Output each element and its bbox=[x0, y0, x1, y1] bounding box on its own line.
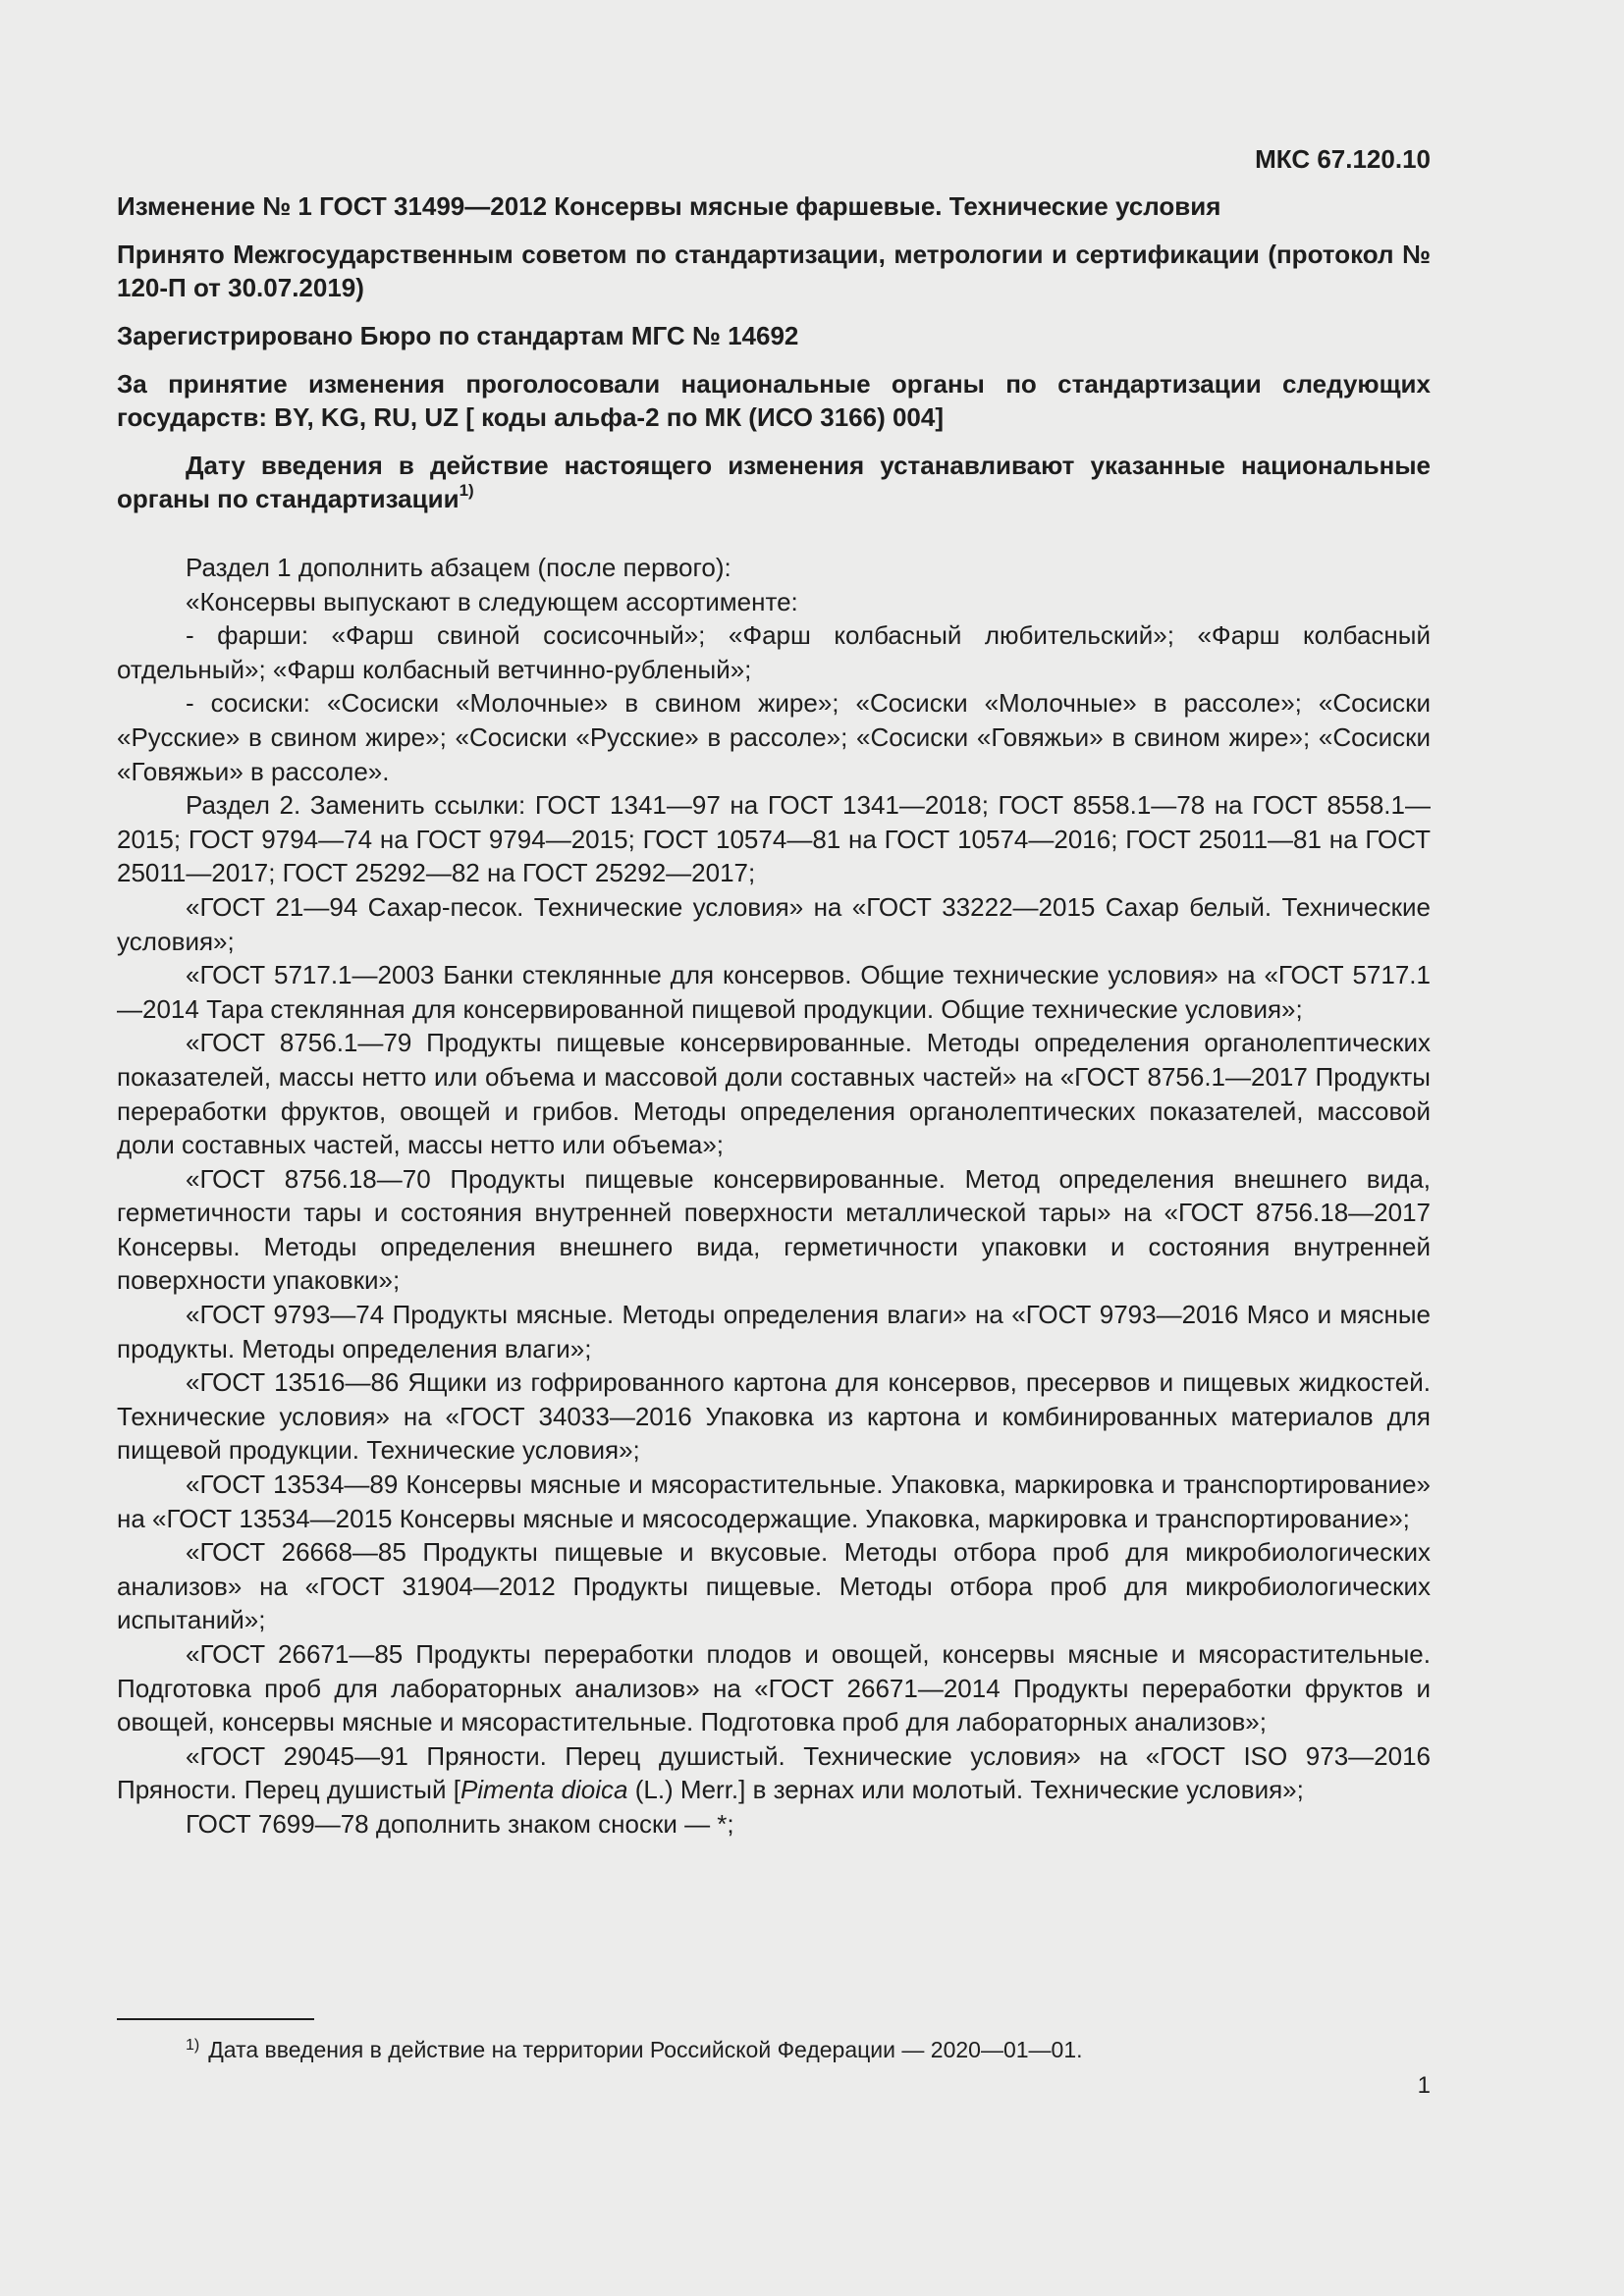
registration-note: Зарегистрировано Бюро по стандартам МГС № 14692 bbox=[117, 321, 799, 350]
body-paragraph: «ГОСТ 26671—85 Продукты переработки плодов и овощей, консервы мясные и мясорастительные. Подготовка проб для лабораторных анализов» на «ГОСТ 26671—2014 Продукты переработки фруктов и овощей, консервы мясные и мясорастительные. Подготовка проб для лабораторных анализов»; bbox=[117, 1639, 1431, 1737]
body-paragraph: «ГОСТ 8756.18—70 Продукты пищевые консервированные. Метод определения внешнего вида, герметичности тары и состояния внутренней поверхности металлической тары» на «ГОСТ 8756.18—2017 Консервы. Методы определения внешнего вида, герметичности упаковки и состояния внутренней поверхности упаковки»; bbox=[117, 1163, 1431, 1296]
body-paragraph: - фарши: «Фарш свиной сосисочный»; «Фарш колбасный любительский»; «Фарш колбасный отдельный»; «Фарш колбасный ветчинно-рубленый»; bbox=[117, 620, 1431, 684]
body-paragraph: ГОСТ 7699—78 дополнить знаком сноски — *; bbox=[186, 1808, 734, 1839]
body-paragraph: «ГОСТ 29045—91 Пряности. Перец душистый. Технические условия» на «ГОСТ ISO 973—2016 Пряности. Перец душистый [Pimenta dioica (L.) Merr.] в зернах или молотый. Технические условия»; bbox=[117, 1740, 1431, 1805]
voting-note: За принятие изменения проголосовали национальные органы по стандартизации следующих государств: BY, KG, RU, UZ [ коды альфа-2 по МК (ИСО 3166) 004] bbox=[117, 369, 1431, 432]
body-paragraph: «ГОСТ 13534—89 Консервы мясные и мясорастительные. Упаковка, маркировка и транспортирование» на «ГОСТ 13534—2015 Консервы мясные и мясосодержащие. Упаковка, маркировка и транспортирование»; bbox=[117, 1469, 1431, 1533]
document-content bbox=[117, 142, 1431, 1842]
effective-date-note bbox=[117, 449, 1431, 515]
footnote bbox=[186, 2031, 1083, 2064]
body-paragraph: «ГОСТ 8756.1—79 Продукты пищевые консервированные. Методы определения органолептических показателей, массы нетто или объема и массовой доли составных частей» на «ГОСТ 8756.1—2017 Продукты переработки фруктов, овощей и грибов. Методы определения органолептических показателей, массовой доли составных частей, массы нетто или объема»; bbox=[117, 1028, 1431, 1160]
footnote-divider bbox=[117, 2018, 314, 2020]
body-paragraph: «ГОСТ 21—94 Сахар-песок. Технические условия» на «ГОСТ 33222—2015 Сахар белый. Технические условия»; bbox=[117, 891, 1431, 956]
body-paragraph: «ГОСТ 9793—74 Продукты мясные. Методы определения влаги» на «ГОСТ 9793—2016 Мясо и мясные продукты. Методы определения влаги»; bbox=[117, 1300, 1431, 1363]
body-paragraph: «ГОСТ 13516—86 Ящики из гофрированного картона для консервов, пресервов и пищевых жидкостей. Технические условия» на «ГОСТ 34033—2016 Упаковка из картона и комбинированных материалов для пищевой продукции. Технические условия»; bbox=[117, 1367, 1431, 1466]
effective-date-text: Дату введения в действие настоящего изменения устанавливают указанные национальные органы по стандартизации bbox=[117, 451, 1431, 513]
body-paragraph: «Консервы выпускают в следующем ассортименте: bbox=[186, 586, 798, 616]
body-paragraph: «ГОСТ 26668—85 Продукты пищевые и вкусовые. Методы отбора проб для микробиологических анализов» на «ГОСТ 31904—2012 Продукты пищевые. Методы отбора проб для микробиологических испытаний»; bbox=[117, 1537, 1431, 1635]
footnote-mark: 1) bbox=[186, 2037, 200, 2054]
body-paragraph: «ГОСТ 5717.1—2003 Банки стеклянные для консервов. Общие технические условия» на «ГОСТ 5717.1—2014 Тара стеклянная для консервированной пищевой продукции. Общие технические условия»; bbox=[117, 960, 1431, 1024]
amendment-body bbox=[117, 551, 1431, 1842]
amendment-title: Изменение № 1 ГОСТ 31499—2012 Консервы мясные фаршевые. Технические условия bbox=[117, 191, 1221, 221]
footnote-reference: 1) bbox=[459, 481, 474, 500]
body-paragraph: Раздел 2. Заменить ссылки: ГОСТ 1341—97 на ГОСТ 1341—2018; ГОСТ 8558.1—78 на ГОСТ 8558.1—2015; ГОСТ 9794—74 на ГОСТ 9794—2015; ГОСТ 10574—81 на ГОСТ 10574—2016; ГОСТ 25011—81 на ГОСТ 25011—2017; ГОСТ 25292—82 на ГОСТ 25292—2017; bbox=[117, 790, 1431, 888]
body-paragraph: - сосиски: «Сосиски «Молочные» в свином жире»; «Сосиски «Молочные» в рассоле»; «Сосиски «Русские» в свином жире»; «Сосиски «Русские» в рассоле»; «Сосиски «Говяжьи» в свином жире»; «Сосиски «Говяжьи» в рассоле». bbox=[117, 688, 1431, 786]
adoption-note: Принято Межгосударственным советом по стандартизации, метрологии и сертификации (протокол № 120-П от 30.07.2019) bbox=[117, 240, 1431, 302]
page-number: 1 bbox=[1417, 2072, 1431, 2099]
footnote-text: Дата введения в действие на территории Российской Федерации — 2020—01—01. bbox=[208, 2037, 1083, 2062]
body-paragraph: Раздел 1 дополнить абзацем (после первого): bbox=[186, 553, 731, 582]
latin-species-name: Pimenta dioica bbox=[460, 1775, 628, 1805]
classification-code: МКС 67.120.10 bbox=[1255, 144, 1431, 174]
